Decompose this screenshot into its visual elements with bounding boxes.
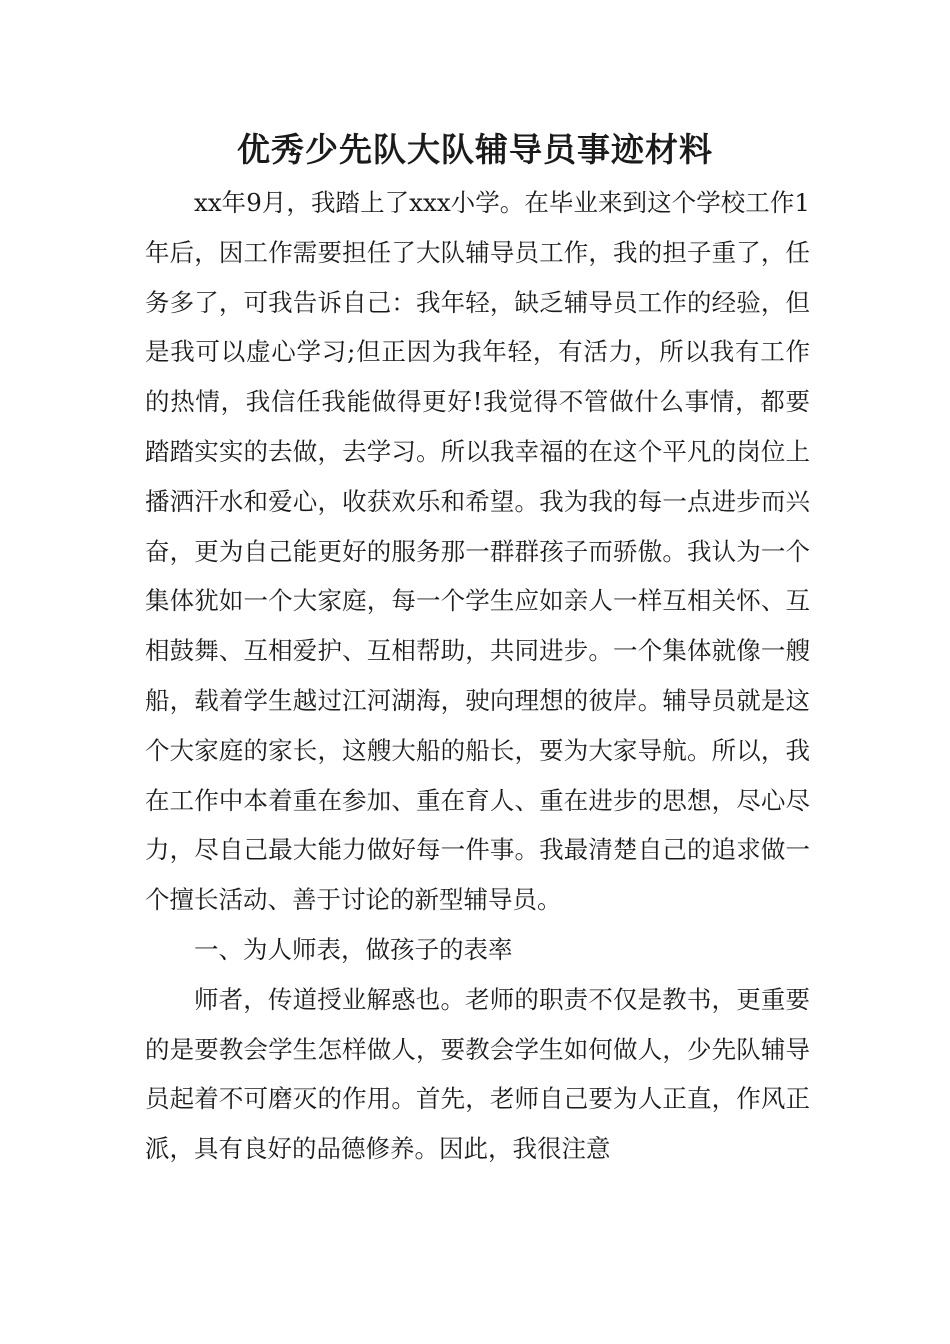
document-title: 优秀少先队大队辅导员事迹材料 — [237, 130, 713, 169]
section-heading-1: 一、为人师表，做孩子的表率 — [194, 934, 513, 964]
paragraph-section-1: 师者，传道授业解惑也。老师的职责不仅是教书，更重要的是要教会学生怎样做人，要教会学生如何做人，少先队辅导员起着不可磨灭的作用。首先，老师自己要为人正直，作风正派，具有良好的品德修养。因此，我很注意 — [145, 984, 810, 1164]
paragraph-intro: xx年9月，我踏上了xxx小学。在毕业来到这个学校工作1年后，因工作需要担任了大队辅导员工作，我的担子重了，任务多了，可我告诉自己：我年轻，缺乏辅导员工作的经验，但是我可以虚心学习;但正因为我年轻，有活力，所以我有工作的热情，我信任我能做得更好!我觉得不管做什么事情，都要踏踏实实的去做，去学习。所以我幸福的在这个平凡的岗位上播洒汗水和爱心，收获欢乐和希望。我为我的每一点进步而兴奋，更为自己能更好的服务那一群群孩子而骄傲。我认为一个集体犹如一个大家庭，每一个学生应如亲人一样互相关怀、互相鼓舞、互相爱护、互相帮助，共同进步。一个集体就像一艘船，载着学生越过江河湖海，驶向理想的彼岸。辅导员就是这个大家庭的家长，这艘大船的船长，要为大家导航。所以，我在工作中本着重在参加、重在育人、重在进步的思想，尽心尽力，尽自己最大能力做好每一件事。我最清楚自己的追求做一个擅长活动、善于讨论的新型辅导员。 — [145, 188, 810, 915]
document-body — [145, 178, 810, 1174]
